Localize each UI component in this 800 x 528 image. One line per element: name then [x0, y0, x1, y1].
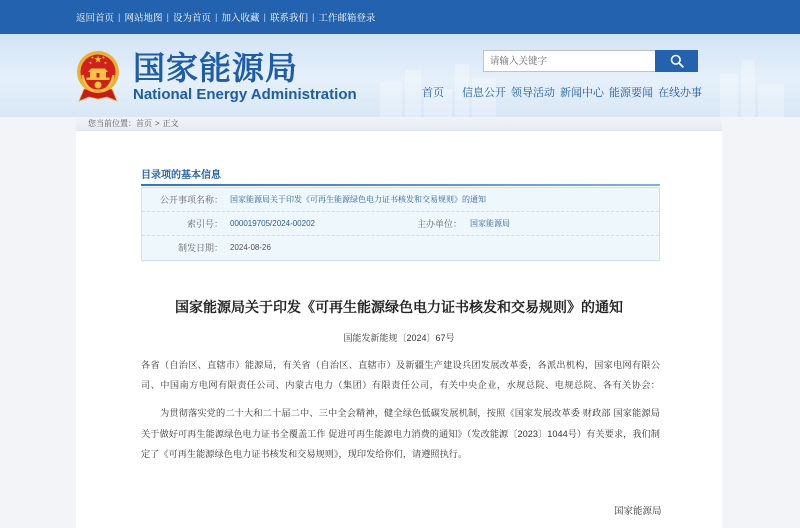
nav-item-home[interactable]: 首页	[422, 87, 444, 99]
header-skyline-decoration	[0, 34, 800, 117]
document-number: 国能发新能规〔2024〕67号	[343, 333, 455, 343]
info-section-divider	[141, 184, 660, 186]
link-set-homepage[interactable]: 设为首页	[172, 13, 211, 24]
breadcrumb-separator: >	[155, 119, 160, 128]
link-add-favorite[interactable]: 加入收藏	[221, 13, 260, 24]
article-signature: 国家能源局	[614, 506, 662, 517]
search-input[interactable]	[483, 50, 655, 72]
paragraph-line: 定了《可再生能源绿色电力证书核发和交易规则》，现印发给你们，请遵照执行。	[141, 449, 468, 459]
site-header	[0, 34, 800, 117]
info-value-index: 000019705/2024-00202	[230, 219, 315, 228]
breadcrumb-current: 正文	[162, 119, 179, 128]
search-icon	[670, 54, 684, 68]
nav-item-leader-activities[interactable]: 领导活动	[511, 87, 555, 99]
paragraph-line: 为贯彻落实党的二十大和二十届二中、三中全会精神，健全绿色低碳发展机制，按照《国家发展改革委 财政部 国家能源局	[160, 408, 660, 418]
info-label-date: 制发日期：	[177, 243, 223, 253]
breadcrumb-prefix: 您当前位置：	[88, 119, 136, 128]
topbar-separator: |	[166, 11, 169, 23]
nav-item-info-disclosure[interactable]: 信息公开	[462, 87, 506, 99]
top-links	[76, 0, 375, 34]
article-paragraph	[141, 403, 660, 465]
link-home[interactable]: 返回首页	[76, 13, 115, 24]
info-row	[142, 212, 659, 236]
link-contact-us[interactable]: 联系我们	[269, 13, 308, 24]
nav-item-online-services[interactable]: 在线办事	[658, 87, 702, 99]
info-row	[142, 236, 659, 260]
top-bar	[0, 0, 800, 34]
article-paragraph	[141, 355, 660, 395]
search-button[interactable]	[655, 50, 698, 72]
site-title-cn: 国家能源局	[133, 50, 299, 86]
site-title-en: National Energy Administration	[133, 86, 357, 103]
info-label-name: 公开事项名称：	[159, 195, 223, 205]
article-title: 国家能源局关于印发《可再生能源绿色电力证书核发和交易规则》的通知	[175, 301, 623, 316]
nav-item-energy-news[interactable]: 能源要闻	[609, 87, 653, 99]
link-sitemap[interactable]: 网站地图	[124, 13, 163, 24]
main-nav	[422, 86, 702, 100]
breadcrumb	[76, 117, 722, 131]
topbar-separator: |	[311, 11, 315, 23]
topbar-separator: |	[214, 11, 218, 23]
info-section-title: 目录项的基本信息	[141, 170, 221, 181]
info-box	[141, 187, 660, 261]
link-work-email-login[interactable]: 工作邮箱登录	[318, 13, 376, 24]
info-row	[142, 188, 659, 212]
nav-item-news-center[interactable]: 新闻中心	[560, 87, 604, 99]
paragraph-line: 司、中国南方电网有限责任公司、内蒙古电力（集团）有限责任公司，有关中央企业，水规总院、电规总院、各有关协会：	[141, 380, 660, 390]
paragraph-line: 关于做好可再生能源绿色电力证书全覆盖工作 促进可再生能源电力消费的通知》（发改能源〔2023〕1044号）有关要求，我们制	[141, 428, 660, 439]
info-label-org: 主办单位：	[416, 219, 462, 229]
national-emblem-icon[interactable]	[76, 50, 120, 102]
topbar-separator: |	[263, 11, 266, 23]
breadcrumb-home-link[interactable]: 首页	[136, 119, 152, 128]
info-label-index: 索引号：	[186, 219, 223, 229]
info-value-date: 2024-08-26	[230, 243, 271, 252]
info-value-org: 国家能源局	[470, 219, 510, 228]
topbar-separator: |	[118, 11, 121, 23]
main-content	[76, 131, 722, 528]
paragraph-line: 各省（自治区、直辖市）能源局，有关省（自治区、直辖市）及新疆生产建设兵团发展改革委，各派出机构，国家电网有限公	[141, 360, 660, 370]
info-value-name: 国家能源局关于印发《可再生能源绿色电力证书核发和交易规则》的通知	[230, 195, 486, 204]
